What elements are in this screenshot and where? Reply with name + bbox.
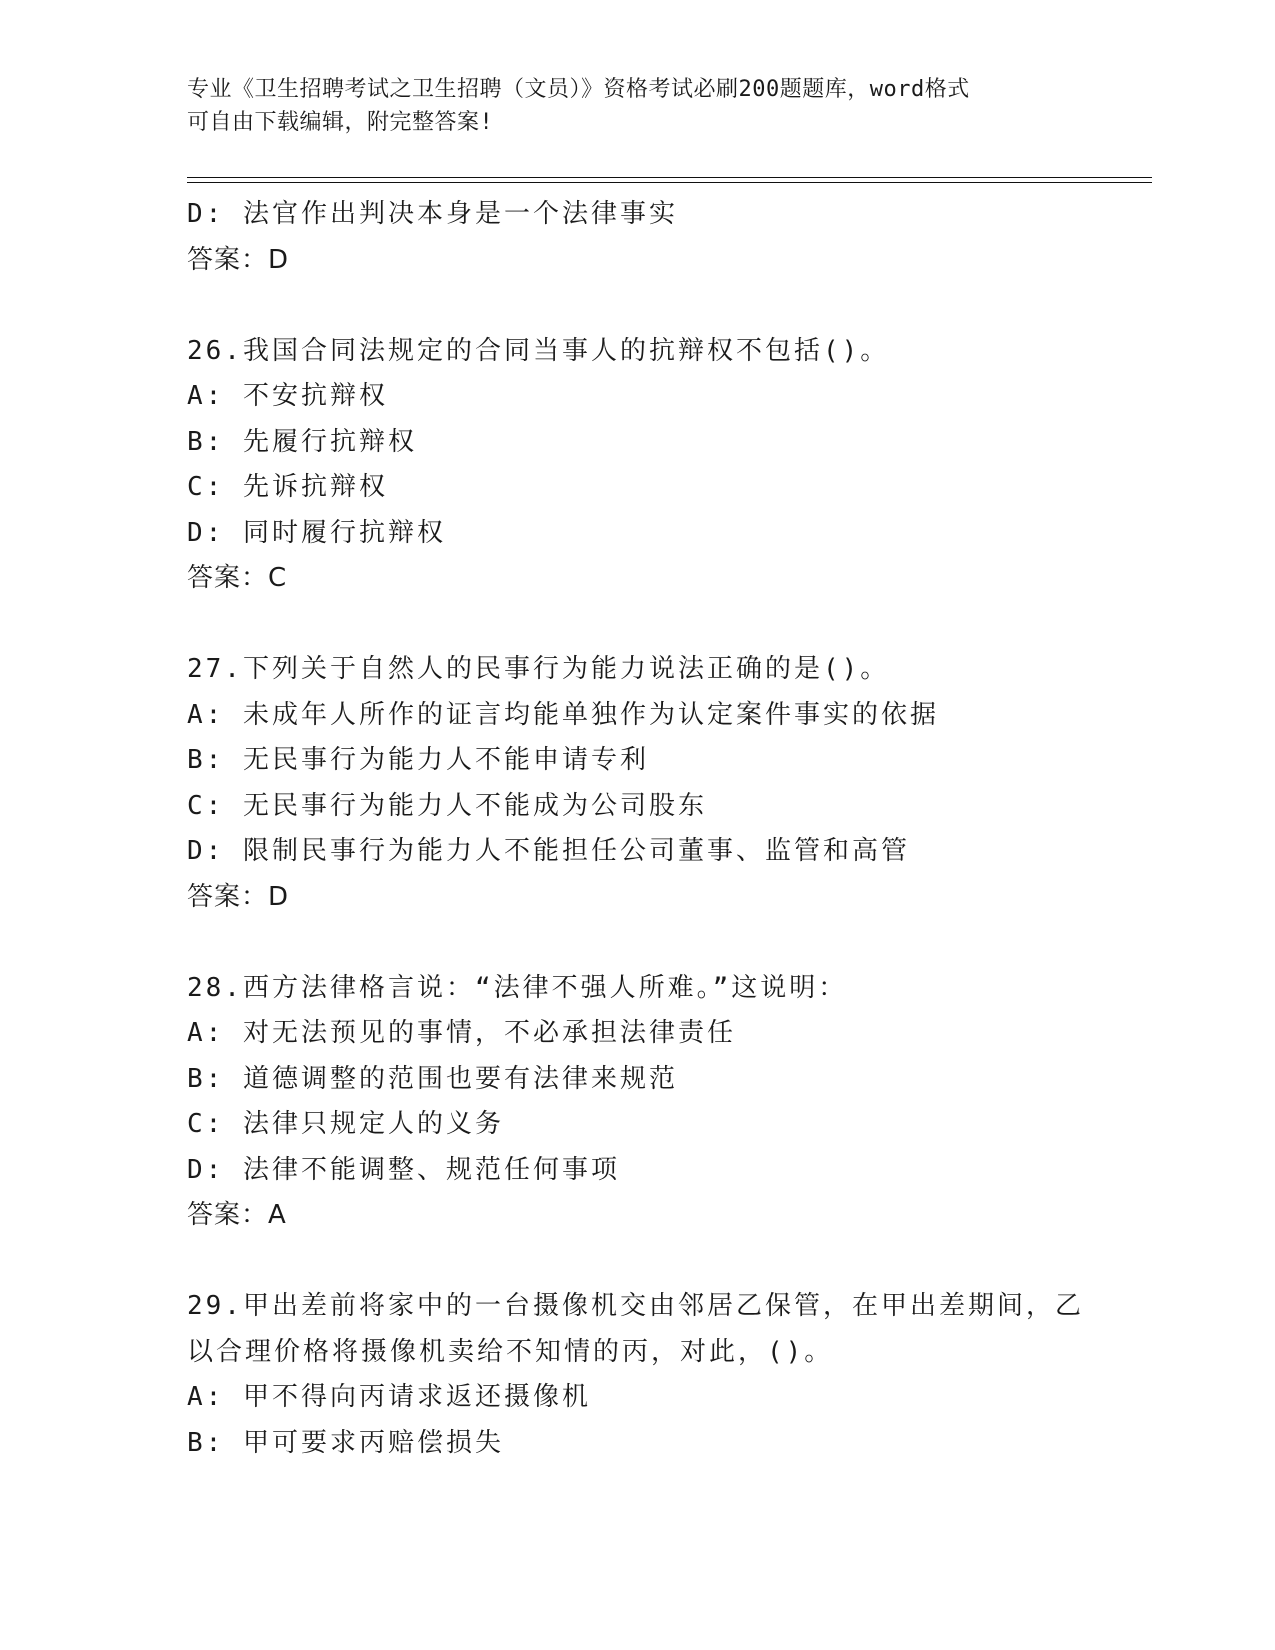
option-line: B: 甲可要求丙赔偿损失 [187,1427,504,1458]
question-29 [187,1284,1147,1466]
spacer [187,283,1147,329]
answer-line: 答案：A [187,1200,287,1230]
answer-line: 答案：D [187,244,290,275]
option-line: B: 先履行抗辩权 [187,426,417,457]
spacer [187,920,1147,966]
option-line: C: 无民事行为能力人不能成为公司股东 [187,790,707,821]
spacer [187,1239,1147,1285]
question-list [187,192,1147,1466]
header-line-2: 可自由下载编辑，附完整答案! [187,110,494,135]
question-26 [187,329,1147,602]
option-line: A: 未成年人所作的证言均能单独作为认定案件事实的依据 [187,699,939,730]
header-divider-bottom [187,182,1152,183]
spacer [187,602,1147,648]
option-line: A: 甲不得向丙请求返还摄像机 [187,1382,591,1412]
option-line: B: 无民事行为能力人不能申请专利 [187,745,649,775]
option-line: D: 法官作出判决本身是一个法律事实 [187,199,678,229]
document-header [187,73,1087,139]
answer-line: 答案：C [187,563,288,593]
question-stem: 28.西方法律格言说：“法律不强人所难。”这说明： [187,972,848,1003]
question-28 [187,966,1147,1239]
question-stem: 29.甲出差前将家中的一台摄像机交由邻居乙保管，在甲出差期间，乙 [187,1291,1084,1321]
question-27 [187,647,1147,920]
header-line-1: 专业《卫生招聘考试之卫生招聘（文员）》资格考试必刷200题题库，word格式 [187,77,970,102]
answer-line: 答案：D [187,881,290,912]
option-line: B: 道德调整的范围也要有法律来规范 [187,1063,678,1094]
question-stem: 26.我国合同法规定的合同当事人的抗辩权不包括()。 [187,335,890,366]
header-divider-top [187,177,1152,178]
question-stem: 27.下列关于自然人的民事行为能力说法正确的是()。 [187,654,890,684]
option-line: D: 法律不能调整、规范任何事项 [187,1154,620,1185]
option-line: A: 对无法预见的事情，不必承担法律责任 [187,1018,736,1048]
question-stem-continued: 以合理价格将摄像机卖给不知情的丙，对此，()。 [187,1336,834,1367]
option-line: C: 先诉抗辩权 [187,472,388,502]
option-line: C: 法律只规定人的义务 [187,1109,504,1139]
option-line: D: 限制民事行为能力人不能担任公司董事、监管和高管 [187,836,910,866]
option-line: A: 不安抗辩权 [187,381,388,411]
option-line: D: 同时履行抗辩权 [187,517,446,548]
